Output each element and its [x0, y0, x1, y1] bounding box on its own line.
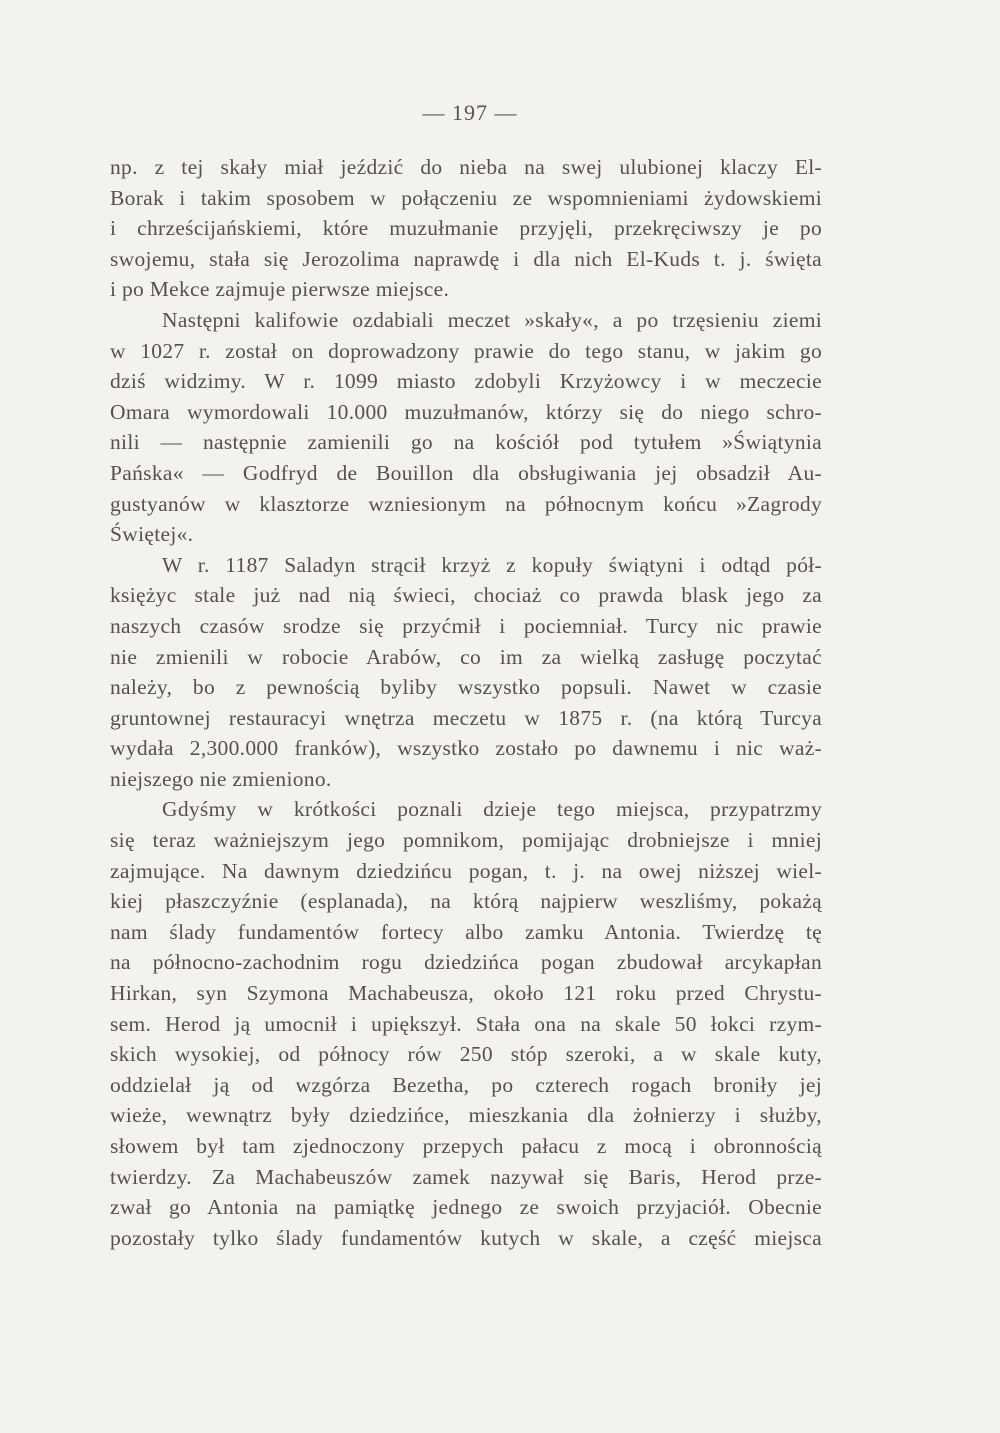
text-line: zwał go Antonia na pamiątkę jednego ze swoich przyjaciół. Obecnie — [110, 1195, 822, 1220]
text-line: należy, bo z pewnością byliby wszystko popsuli. Nawet w czasie — [110, 675, 822, 700]
text-line: kiej płaszczyźnie (esplanada), na którą najpierw weszliśmy, pokażą — [110, 889, 822, 914]
text-line: oddzielał ją od wzgórza Bezetha, po czterech rogach broniły jej — [110, 1072, 822, 1097]
text-line: i po Mekce zajmuje pierwsze miejsce. — [110, 277, 450, 302]
text-line: w 1027 r. został on doprowadzony prawie do tego stanu, w jakim go — [110, 338, 822, 363]
text-line: Pańska« — Godfryd de Bouillon dla obsługiwania jej obsadził Au- — [110, 460, 822, 485]
text-line: Następni kalifowie ozdabiali meczet »skały«, a po trzęsieniu ziemi — [162, 307, 822, 332]
text-line: gustyanów w klasztorze wzniesionym na północnym końcu »Zagrody — [110, 491, 822, 516]
text-line: dziś widzimy. W r. 1099 miasto zdobyli Krzyżowcy i w meczecie — [110, 369, 822, 394]
text-line: swojemu, stała się Jerozolima naprawdę i dla nich El-Kuds t. j. święta — [110, 246, 822, 271]
text-line: księżyc stale już nad nią świeci, chociaż co prawda blask jego za — [110, 583, 822, 608]
text-line: pozostały tylko ślady fundamentów kutych w skale, a część miejsca — [110, 1225, 822, 1250]
text-line: i chrześcijańskiemi, które muzułmanie przyjęli, przekręciwszy je po — [110, 216, 822, 241]
text-line: wydała 2,300.000 franków), wszystko zostało po dawnemu i nic waż- — [110, 736, 822, 761]
text-line: twierdzy. Za Machabeuszów zamek nazywał się Baris, Herod prze- — [110, 1164, 822, 1189]
text-line: skich wysokiej, od północy rów 250 stóp szeroki, a w skale kuty, — [110, 1042, 822, 1067]
text-line: nili — następnie zamienili go na kościół pod tytułem »Świątynia — [110, 430, 822, 455]
text-line: nam ślady fundamentów fortecy albo zamku Antonia. Twierdzę tę — [110, 919, 822, 944]
text-line: Hirkan, syn Szymona Machabeusza, około 121 roku przed Chrystu- — [110, 981, 822, 1006]
text-line: np. z tej skały miał jeździć do nieba na swej ulubionej klaczy El- — [110, 155, 822, 179]
text-line: słowem był tam zjednoczony przepych pałacu z mocą i obronnością — [110, 1134, 822, 1158]
page-number: — 197 — — [422, 100, 518, 125]
body-text — [110, 152, 822, 1253]
text-line: Świętej«. — [110, 522, 194, 547]
text-line: W r. 1187 Saladyn strącił krzyż z kopuły świątyni i odtąd pół- — [162, 552, 822, 577]
text-line: naszych czasów srodze się przyćmił i pociemniał. Turcy nic prawie — [110, 613, 822, 638]
text-line: zajmujące. Na dawnym dziedzińcu pogan, t. j. na owej niższej wiel- — [110, 858, 822, 883]
text-line: niejszego nie zmieniono. — [110, 766, 332, 791]
text-line: wieże, wewnątrz były dziedzińce, mieszkania dla żołnierzy i służby, — [110, 1103, 822, 1128]
text-line: sem. Herod ją umocnił i upiększył. Stała ona na skale 50 łokci rzym- — [110, 1011, 822, 1036]
text-line: Omara wymordowali 10.000 muzułmanów, którzy się do niego schro- — [110, 399, 822, 424]
text-line: Gdyśmy w krótkości poznali dzieje tego miejsca, przypatrzmy — [162, 797, 822, 822]
text-line: Borak i takim sposobem w połączeniu ze wspomnieniami żydowskiemi — [110, 185, 822, 210]
text-line: na północno-zachodnim rogu dziedzińca pogan zbudował arcykapłan — [110, 950, 822, 975]
text-line: nie zmienili w robocie Arabów, co im za wielką zasługę poczytać — [110, 644, 822, 669]
text-line: się teraz ważniejszym jego pomnikom, pomijając drobniejsze i mniej — [110, 828, 822, 853]
text-line: gruntownej restauracyi wnętrza meczetu w 1875 r. (na którą Turcya — [110, 705, 822, 730]
